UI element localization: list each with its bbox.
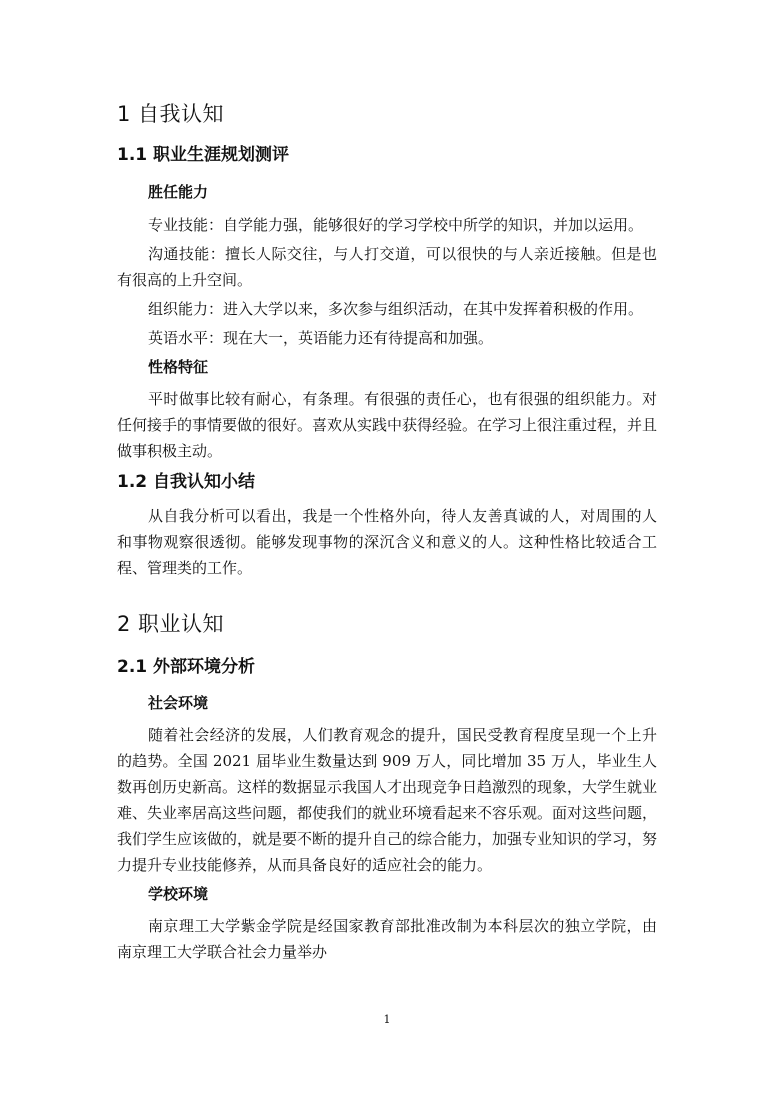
paragraph-personality: 平时做事比较有耐心，有条理。有很强的责任心，也有很强的组织能力。对任何接手的事情要做的很好。喜欢从实践中获得经验。在学习上很注重过程，并且做事积极主动。 [117, 390, 658, 460]
page-number: 1 [383, 1013, 391, 1026]
paragraph-organization-skills: 组织能力：进入大学以来，多次参与组织活动，在其中发挥着积极的作用。 [148, 300, 644, 318]
paragraph-school-environment: 南京理工大学紫金学院是经国家教育部批准改制为本科层次的独立学院，由南京理工大学联合社会力量举办 [117, 917, 657, 961]
subsection-heading-1-1: 1.1 职业生涯规划测评 [117, 145, 290, 165]
subheading-school-environment: 学校环境 [148, 885, 209, 903]
paragraph-professional-skills: 专业技能：自学能力强，能够很好的学习学校中所学的知识，并加以运用。 [148, 216, 644, 234]
paragraph-social-environment: 随着社会经济的发展，人们教育观念的提升，国民受教育程度呈现一个上升的趋势。全国 2021 届毕业生数量达到 909 万人，同比增加 35 万人，毕业生人数再创历史新高。这样的数据显示我国人才出现竞争日趋激烈的现象，大学生就业难、失业率居高这些问题，都使我们的就业环境看起来不容乐观。面对这些问题，我们学生应该做的，就是要不断的提升自己的综合能力，加强专业知识的学习，努力提升专业技能修养，从而具备良好的适应社会的能力。 [117, 726, 658, 874]
section-heading-1: 1 自我认知 [117, 102, 225, 126]
paragraph-self-summary: 从自我分析可以看出，我是一个性格外向，待人友善真诚的人，对周围的人和事物观察很透彻。能够发现事物的深沉含义和意义的人。这种性格比较适合工程、管理类的工作。 [117, 507, 657, 577]
subheading-personality: 性格特征 [148, 358, 209, 376]
subsection-heading-1-2: 1.2 自我认知小结 [117, 472, 256, 492]
document-body [117, 98, 657, 965]
subheading-competency: 胜任能力 [148, 183, 209, 201]
subheading-social-environment: 社会环境 [148, 694, 209, 712]
paragraph-communication-skills: 沟通技能：擅长人际交往，与人打交道，可以很快的与人亲近接触。但是也有很高的上升空间。 [117, 245, 657, 289]
section-heading-2: 2 职业认知 [117, 612, 225, 636]
paragraph-english-level: 英语水平：现在大一，英语能力还有待提高和加强。 [148, 329, 494, 347]
subsection-heading-2-1: 2.1 外部环境分析 [117, 657, 256, 677]
